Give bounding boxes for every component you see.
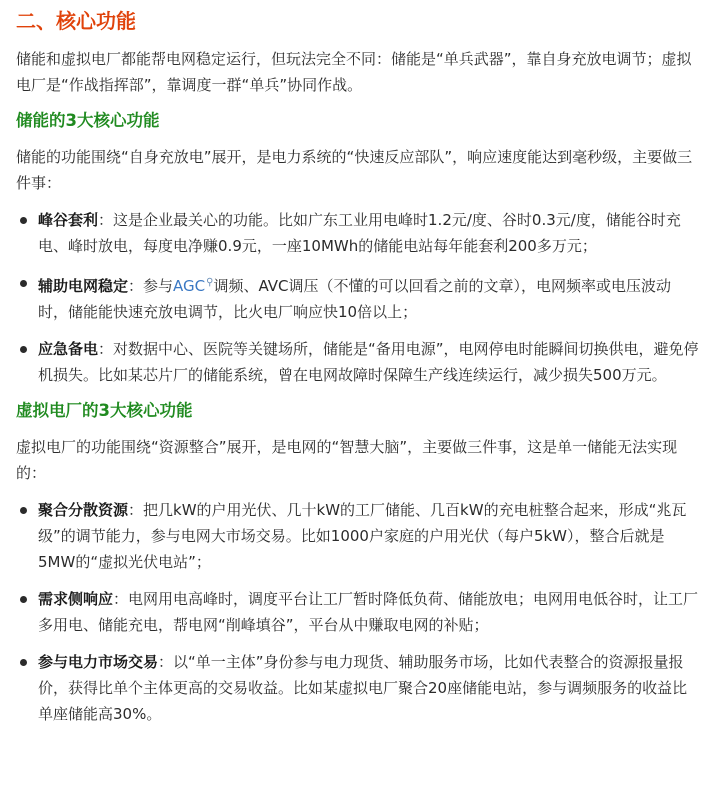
bullet-icon <box>20 596 27 603</box>
storage-heading: 储能的3大核心功能 <box>16 111 160 130</box>
vpp-intro: 虚拟电厂的功能围绕“资源整合”展开，是电网的“智慧大脑”，主要做三件事，这是单一储能无法实现的： <box>16 438 678 482</box>
bullet-icon <box>20 280 27 287</box>
item-text: ：以“单一主体”身份参与电力现货、辅助服务市场，比如代表整合的资源报量报价，获得比单个主体更高的交易收益。比如某虚拟电厂聚合20座储能电站，参与调频服务的收益比单座储能高30%。 <box>38 653 688 723</box>
item-text-before: ：参与 <box>128 277 174 295</box>
item-text: ：对数据中心、医院等关键场所，储能是“备用电源”，电网停电时能瞬间切换供电，避免停机损失。比如某芯片厂的储能系统，曾在电网故障时保障生产线连续运行，减少损失500万元。 <box>38 340 699 384</box>
item-title: 参与电力市场交易 <box>38 653 159 671</box>
item-title: 应急备电 <box>38 340 99 358</box>
list-item <box>16 270 699 325</box>
item-text-after: 调频、AVC调压（不懂的可以回看之前的文章），电网频率或电压波动时，储能能快速充放电调节，比火电厂响应快10倍以上； <box>38 277 672 321</box>
item-title: 需求侧响应 <box>38 590 114 608</box>
list-item <box>16 649 699 727</box>
bullet-icon <box>20 217 27 224</box>
list-item <box>16 497 699 575</box>
item-text: ：电网用电高峰时，调度平台让工厂暂时降低负荷、储能放电；电网用电低谷时，让工厂多用电、储能充电，帮电网“削峰填谷”，平台从中赚取电网的补贴； <box>38 590 699 634</box>
section-title: 二、核心功能 <box>16 9 136 33</box>
bullet-icon <box>20 659 27 666</box>
list-item <box>16 586 699 638</box>
bullet-icon <box>20 507 27 514</box>
item-title: 辅助电网稳定 <box>38 277 129 295</box>
agc-link[interactable]: AGC <box>173 277 206 295</box>
vpp-list <box>16 497 699 727</box>
item-title: 聚合分散资源 <box>38 501 129 519</box>
storage-list <box>16 207 699 388</box>
list-item <box>16 336 699 388</box>
item-text: ：这是企业最关心的功能。比如广东工业用电峰时1.2元/度、谷时0.3元/度，储能谷时充电、峰时放电，每度电净赚0.9元，一座10MWh的储能电站每年能套利200多万元； <box>38 211 681 255</box>
item-text: ：把几kW的户用光伏、几十kW的工厂储能、几百kW的充电桩整合起来，形成“兆瓦级”的调节能力，参与电网大市场交易。比如1000户家庭的户用光伏（每户5kW），整合后就是5MW的“虚拟光伏电站”； <box>38 501 687 571</box>
list-item <box>16 207 699 259</box>
bullet-icon <box>20 346 27 353</box>
item-title: 峰谷套利 <box>38 211 99 229</box>
vpp-heading: 虚拟电厂的3大核心功能 <box>16 401 193 420</box>
search-icon[interactable]: ⚲ <box>206 277 214 288</box>
storage-intro: 储能的功能围绕“自身充放电”展开，是电力系统的“快速反应部队”，响应速度能达到毫秒级，主要做三件事： <box>16 148 693 192</box>
section-intro: 储能和虚拟电厂都能帮电网稳定运行，但玩法完全不同：储能是“单兵武器”，靠自身充放电调节；虚拟电厂是“作战指挥部”，靠调度一群“单兵”协同作战。 <box>16 50 692 94</box>
